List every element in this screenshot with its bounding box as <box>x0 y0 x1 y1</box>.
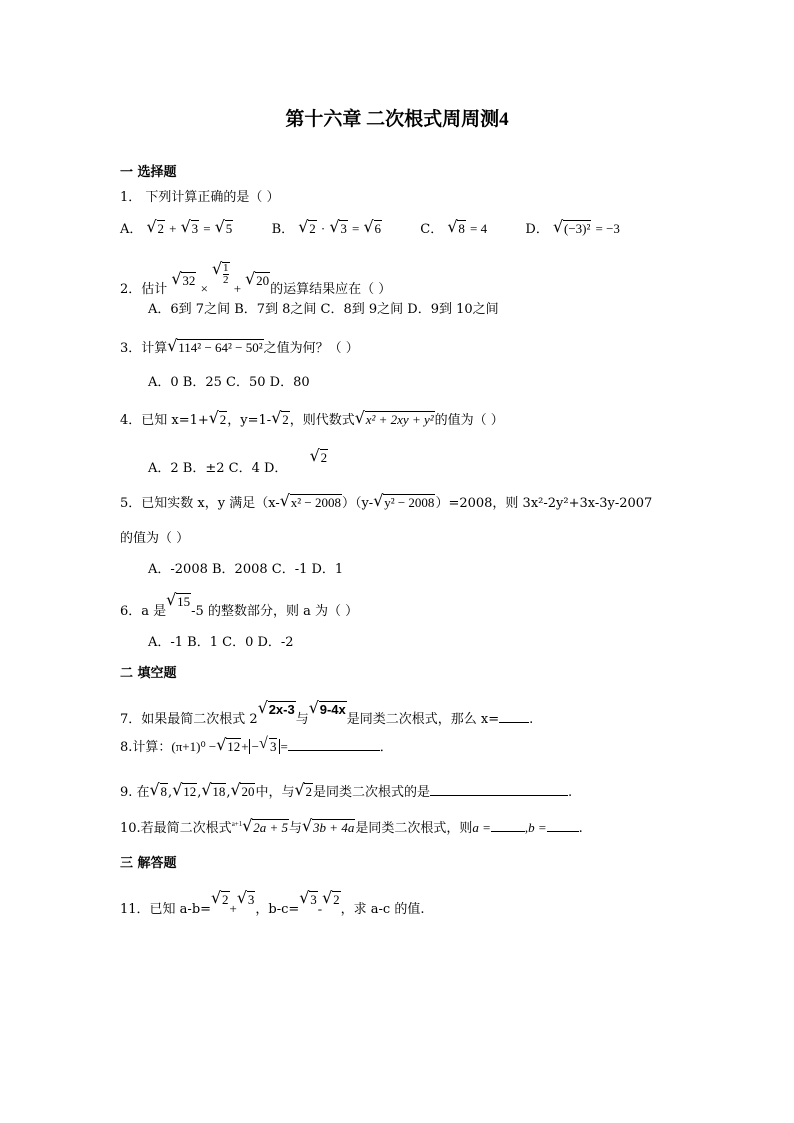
question-10-stem: 10.若最简二次根式$^{a+1}$√ 2a + 5与√ 3b + 4a是同类二次根式，则a = ,b = . <box>120 817 583 836</box>
sqrt-expr: √ 8 <box>448 220 466 237</box>
sqrt-expr: √ 32 <box>172 272 196 289</box>
sqrt-expr: √ 2 <box>299 220 317 237</box>
question-5-stem: 5．已知实数 x，y 满足（x-√ x² − 2008）（y-√ y² − 2008）=2008，则 3x²-2y²+3x-3y-2007 <box>120 492 652 511</box>
sqrt-expr: √ 2 <box>311 449 329 466</box>
option-a-label: A． <box>120 222 143 237</box>
sqrt-expr: √ y² − 2008 <box>374 494 435 511</box>
question-6-options: A．-1 B．1 C．0 D．-2 <box>148 635 294 650</box>
answer-blank-a[interactable] <box>491 831 525 832</box>
sqrt-expr: √ (−3)² <box>554 220 591 237</box>
sqrt-expr: √ 3 <box>238 891 256 908</box>
question-1-options: A． √ 2 + √ 3 = √ 5 B． √ 2 · √ 3 = √ 6 C． √ 8 = 4 D． √ (−3)² = −3 <box>120 218 620 237</box>
option-d-label: D． <box>525 222 549 237</box>
sqrt-expr: √ 3 <box>330 220 348 237</box>
sqrt-expr: √ 3 <box>300 891 318 908</box>
question-1-stem: 1． 下列计算正确的是（ ） <box>120 190 280 205</box>
sqrt-expr: √ 9-4x <box>310 701 347 718</box>
answer-blank-b[interactable] <box>547 831 579 832</box>
sqrt-expr: √ 2a + 5 <box>243 819 289 836</box>
sqrt-expr: √ 3b + 4a <box>303 819 355 836</box>
section-heading-fill: 二 填空题 <box>120 666 177 681</box>
answer-blank[interactable] <box>499 722 529 723</box>
sqrt-expr: √ 2 <box>295 783 313 800</box>
question-6-stem: 6．a 是√ 15-5 的整数部分，则 a 为（ ） <box>120 600 358 619</box>
sqrt-expr: √ 2 <box>210 411 228 428</box>
sqrt-expr: √ x² + 2xy + y² <box>356 411 435 428</box>
sqrt-expr: √ 5 <box>216 220 234 237</box>
sqrt-expr: √ 6 <box>365 220 383 237</box>
page-title: 第十六章 二次根式周周测4 <box>285 109 509 130</box>
question-4-stem: 4．已知 x=1+√ 2，y=1-√ 2，则代数式√ x² + 2xy + y²的值为（ ） <box>120 409 504 428</box>
question-5-line2: 的值为（ ） <box>120 531 190 546</box>
sqrt-expr: √ 2 <box>148 220 166 237</box>
question-2-options: A．6到 7之间 B．7到 8之间 C．8到 9之间 D．9到 10之间 <box>148 302 499 317</box>
sqrt-expr: √ x² − 2008 <box>281 494 342 511</box>
question-7-stem: 7．如果最简二次根式 2√ 2x-3与√ 9-4x是同类二次根式，那么 x= . <box>120 708 533 727</box>
question-8-stem: 8.计算：(π+1)⁰ −√ 12+ −√ 3 = ． <box>120 736 393 755</box>
sqrt-expr: √ 20 <box>246 272 270 289</box>
sqrt-expr: √ 12 <box>217 738 241 755</box>
answer-blank[interactable] <box>288 750 380 751</box>
question-11-stem: 11．已知 a-b=√ 2+√ 3，b-c=√ 3-√ 2，求 a-c 的值. <box>120 898 424 917</box>
question-2-stem: 2．估计 √ 32 × √ $\frac{1}{2}$ + √ 20的运算结果应在（ ） <box>120 272 391 297</box>
sqrt-expr: √ 12 <box>173 783 197 800</box>
question-3-stem: 3．计算√ 114² − 64² − 50²之值为何？（ ） <box>120 337 359 356</box>
sqrt-expr: √ 8 <box>151 783 169 800</box>
sqrt-expr: √ 3 <box>260 738 278 755</box>
sqrt-expr: √ 18 <box>202 783 226 800</box>
section-heading-solve: 三 解答题 <box>120 856 177 871</box>
question-4-options: A．2 B．±2 C．4 D． √ 2 <box>148 457 310 476</box>
root-index: a+1 <box>231 820 243 828</box>
question-3-options: A．0 B．25 C．50 D．80 <box>148 375 310 390</box>
option-b-label: B． <box>271 222 295 237</box>
question-9-stem: 9. 在√ 8,√ 12,√ 18,√ 20中，与√ 2是同类二次根式的是 . <box>120 781 572 800</box>
sqrt-expr: √ 20 <box>231 783 255 800</box>
option-c-label: C． <box>420 222 444 237</box>
question-5-options: A．-2008 B．2008 C．-1 D．1 <box>148 562 344 577</box>
sqrt-expr: √ 3 <box>182 220 200 237</box>
section-heading-choice: 一 选择题 <box>120 165 177 180</box>
sqrt-expr: √ 2 <box>323 891 341 908</box>
sqrt-fraction: √ $\frac{1}{2}$ <box>213 262 230 287</box>
sqrt-expr: √ 114² − 64² − 50² <box>168 339 263 356</box>
sqrt-expr: √ 2 <box>272 411 290 428</box>
sqrt-expr: √ 2x-3 <box>259 701 296 718</box>
answer-blank[interactable] <box>430 795 568 796</box>
sqrt-expr: √ 15 <box>167 593 191 610</box>
sqrt-expr: √ 2 <box>212 891 230 908</box>
